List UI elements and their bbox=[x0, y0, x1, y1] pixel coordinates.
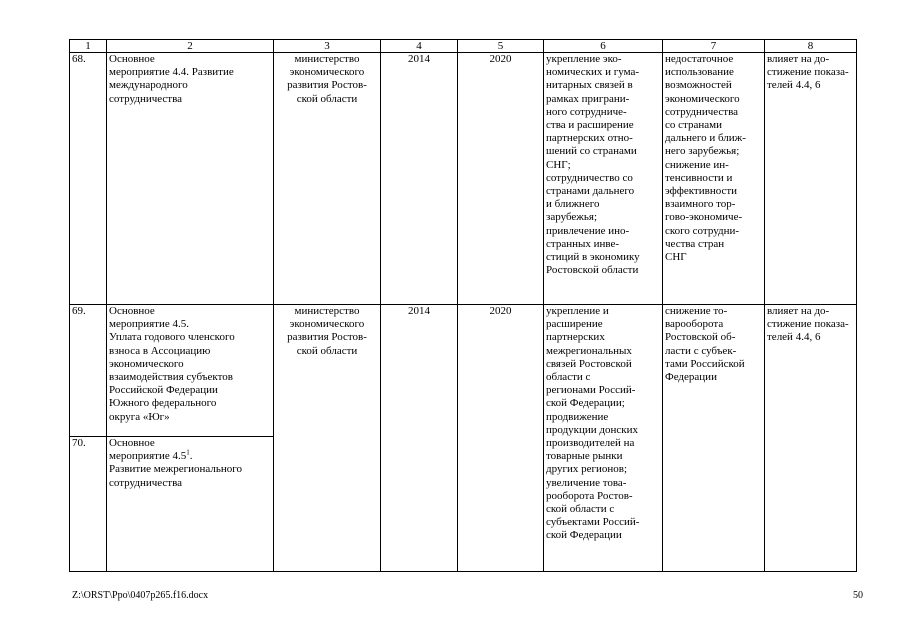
event-name-cell bbox=[107, 437, 274, 572]
event-number-line bbox=[109, 450, 271, 463]
indicator-relation-cell: влияет на до- стижение показа- телей 4.4, 6 bbox=[765, 305, 857, 572]
column-header: 8 bbox=[765, 40, 857, 53]
column-header: 6 bbox=[544, 40, 663, 53]
page-number: 50 bbox=[853, 590, 863, 601]
indicator-relation-cell: влияет на до- стижение показа- телей 4.4, 6 bbox=[765, 53, 857, 305]
row-number: 68. bbox=[70, 53, 107, 305]
column-header: 5 bbox=[458, 40, 544, 53]
column-header: 4 bbox=[381, 40, 458, 53]
expected-result-cell: укрепление эко- номических и гума- нитарных связей в рамках приграни- ного сотрудниче- ства и расширение партнерских отно- шений со странами СНГ; сотрудничество со странами дальнего и ближнего зарубежья; привлечение ино- странных инве- стиций в экономику Ростовской области bbox=[544, 53, 663, 305]
event-title-line: Основное bbox=[109, 437, 155, 449]
expected-result-cell: укрепление и расширение партнерских межрегиональных связей Ростовской области с регионами Россий- ской Федерации; продвижение продукции донских производителей на товарные рынки других регионов; увеличение това- рооборота Ростов- ской области с субъектами Россий- ской Федерации bbox=[544, 305, 663, 572]
event-number-suffix: . bbox=[189, 450, 193, 463]
executor-cell: министерство экономического развития Ростов- ской области bbox=[274, 53, 381, 305]
start-year-cell: 2014 bbox=[381, 53, 458, 305]
event-name-cell: Основное мероприятие 4.4. Развитие международного сотрудничества bbox=[107, 53, 274, 305]
table-row bbox=[70, 53, 857, 305]
column-header: 7 bbox=[663, 40, 765, 53]
row-number: 70. bbox=[70, 437, 107, 572]
consequence-cell: снижение то- варооборота Ростовской об- ласти с субъек- тами Российской Федерации bbox=[663, 305, 765, 572]
program-table bbox=[69, 39, 857, 572]
row-number: 69. bbox=[70, 305, 107, 437]
column-header: 2 bbox=[107, 40, 274, 53]
column-numbers-row bbox=[70, 40, 857, 53]
start-year-cell: 2014 bbox=[381, 305, 458, 572]
event-number-superscript: 1 bbox=[186, 448, 190, 457]
table-row bbox=[70, 305, 857, 437]
end-year-cell: 2020 bbox=[458, 305, 544, 572]
event-number: мероприятие 4.5 bbox=[109, 450, 187, 463]
document-path: Z:\ORST\Ppo\0407p265.f16.docx bbox=[72, 590, 209, 601]
executor-cell: министерство экономического развития Ростов- ской области bbox=[274, 305, 381, 572]
end-year-cell: 2020 bbox=[458, 53, 544, 305]
consequence-cell: недостаточное использование возможностей экономического сотрудничества со странами дальнего и ближ- него зарубежья; снижение ин- тенсивности и эффективности взаимного тор- гово-экономиче- ского сотрудни- чества стран СНГ bbox=[663, 53, 765, 305]
event-name-cell: Основное мероприятие 4.5. Уплата годового членского взноса в Ассоциацию экономического взаимодействия субъектов Российской Федерации Южного федерального округа «Юг» bbox=[107, 305, 274, 437]
event-description: Развитие межрегионального сотрудничества bbox=[109, 463, 242, 489]
column-header: 3 bbox=[274, 40, 381, 53]
column-header: 1 bbox=[70, 40, 107, 53]
